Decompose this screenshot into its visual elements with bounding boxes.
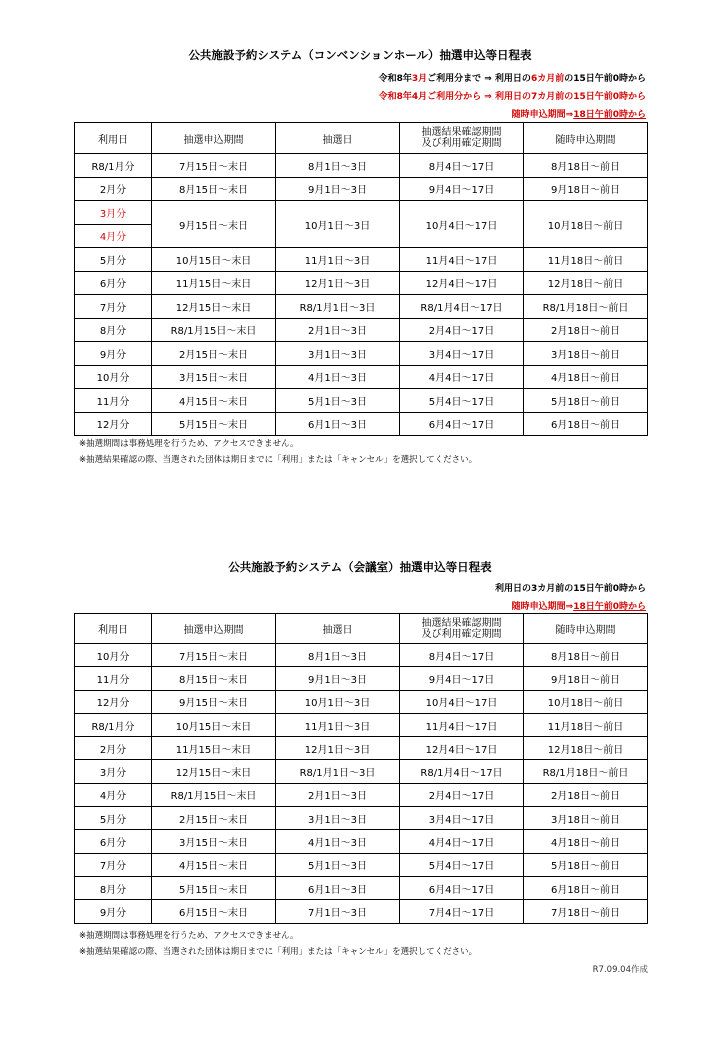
cell-date: 5月分	[75, 807, 152, 830]
cell-date: 6月分	[75, 830, 152, 853]
cell-apply-period: 5月15日～末日	[152, 412, 276, 436]
cell-date: 7月分	[75, 853, 152, 876]
col-header-date: 利用日	[75, 614, 152, 644]
hall-note-1-b: 3月	[411, 74, 428, 84]
hall-note-1	[379, 71, 646, 84]
created-date: R7.09.04作成	[592, 965, 648, 975]
table-row	[75, 295, 648, 319]
cell-anytime-period: 4月18日～前日	[524, 830, 648, 853]
meeting-title: 公共施設予約システム（会議室）抽選申込等日程表	[228, 560, 492, 574]
table-row	[75, 389, 648, 413]
table-row	[75, 412, 648, 436]
col-header-anytime-period: 随時申込期間	[524, 614, 648, 644]
cell-lottery-day: 8月1日～3日	[276, 644, 400, 667]
col-header-result-line1: 抽選結果確認期間	[421, 127, 502, 138]
cell-anytime-period: 6月18日～前日	[524, 412, 648, 436]
cell-anytime-period: R8/1月18日～前日	[524, 760, 648, 783]
cell-lottery-day: 3月1日～3日	[276, 342, 400, 366]
hall-note-1-d: 6カ月前	[530, 74, 565, 84]
col-header-apply-period: 抽選申込期間	[152, 123, 276, 154]
cell-apply-period: 11月15日～末日	[152, 271, 276, 295]
cell-anytime-period: 11月18日～前日	[524, 713, 648, 736]
cell-apply-period: 11月15日～末日	[152, 737, 276, 760]
cell-apply-period: 10月15日～末日	[152, 713, 276, 736]
cell-anytime-period: 8月18日～前日	[524, 154, 648, 178]
cell-anytime-period: 10月18日～前日	[524, 201, 648, 248]
hall-schedule-table	[74, 122, 648, 436]
table-row	[75, 690, 648, 713]
cell-result-period: 10月4日～17日	[400, 201, 524, 248]
cell-apply-period: 8月15日～末日	[152, 177, 276, 201]
cell-apply-period: 5月15日～末日	[152, 876, 276, 899]
cell-lottery-day: 5月1日～3日	[276, 853, 400, 876]
meeting-note-2	[512, 599, 646, 612]
cell-date: R8/1月分	[75, 154, 152, 178]
cell-lottery-day: 5月1日～3日	[276, 389, 400, 413]
cell-date: 8月分	[75, 318, 152, 342]
meeting-note-2-b: 18日午前0時から	[573, 602, 646, 612]
cell-anytime-period: 4月18日～前日	[524, 365, 648, 389]
col-header-lottery-day: 抽選日	[276, 123, 400, 154]
col-header-result-line1: 抽選結果確認期間	[421, 617, 502, 629]
cell-result-period: 5月4日～17日	[400, 389, 524, 413]
cell-apply-period: 4月15日～末日	[152, 389, 276, 413]
cell-result-period: 4月4日～17日	[400, 830, 524, 853]
cell-result-period: 6月4日～17日	[400, 412, 524, 436]
cell-result-period: R8/1月4日～17日	[400, 760, 524, 783]
table-row	[75, 177, 648, 201]
cell-lottery-day: 3月1日～3日	[276, 807, 400, 830]
cell-result-period: 9月4日～17日	[400, 177, 524, 201]
cell-lottery-day: 8月1日～3日	[276, 154, 400, 178]
cell-anytime-period: 12月18日～前日	[524, 737, 648, 760]
cell-date: 10月分	[75, 365, 152, 389]
cell-lottery-day: 6月1日～3日	[276, 876, 400, 899]
cell-date: R8/1月分	[75, 713, 152, 736]
cell-anytime-period: 3月18日～前日	[524, 342, 648, 366]
col-header-result-line2: 及び利用確定期間	[421, 138, 502, 149]
table-row	[75, 365, 648, 389]
cell-apply-period: 12月15日～末日	[152, 295, 276, 319]
cell-anytime-period: 9月18日～前日	[524, 667, 648, 690]
cell-result-period: 12月4日～17日	[400, 271, 524, 295]
hall-note-3	[512, 107, 646, 120]
hall-note-3-a: 随時申込期間⇒	[511, 110, 574, 120]
hall-note-1-e: の15日午前0時から	[564, 74, 646, 84]
cell-lottery-day: 6月1日～3日	[276, 412, 400, 436]
cell-lottery-day: R8/1月1日～3日	[276, 760, 400, 783]
cell-lottery-day: 9月1日～3日	[276, 177, 400, 201]
cell-lottery-day: 12月1日～3日	[276, 271, 400, 295]
cell-lottery-day: 2月1日～3日	[276, 783, 400, 806]
cell-date: 3月分	[75, 760, 152, 783]
table-row	[75, 154, 648, 178]
meeting-footnote-2: ※抽選結果確認の際、当選された団体は期日までに「利用」または「キャンセル」を選択してください。	[79, 947, 478, 957]
table-row	[75, 853, 648, 876]
hall-note-1-a: 令和8年	[378, 74, 412, 84]
col-header-lottery-day: 抽選日	[276, 614, 400, 644]
cell-lottery-day: 11月1日～3日	[276, 713, 400, 736]
cell-apply-period: 3月15日～末日	[152, 365, 276, 389]
col-header-anytime-period: 随時申込期間	[524, 123, 648, 154]
cell-anytime-period: 10月18日～前日	[524, 690, 648, 713]
cell-date: 12月分	[75, 412, 152, 436]
cell-anytime-period: 5月18日～前日	[524, 853, 648, 876]
table-row	[75, 713, 648, 736]
cell-result-period: 2月4日～17日	[400, 783, 524, 806]
cell-result-period: R8/1月4日～17日	[400, 295, 524, 319]
table-header-row	[75, 614, 648, 644]
cell-anytime-period: 5月18日～前日	[524, 389, 648, 413]
hall-footnote-1: ※抽選期間は事務処理を行うため、アクセスできません。	[79, 439, 299, 449]
table-row	[75, 807, 648, 830]
table-row	[75, 737, 648, 760]
cell-apply-period: 12月15日～末日	[152, 760, 276, 783]
cell-result-period: 7月4日～17日	[400, 900, 524, 923]
cell-date: 3月分	[75, 201, 152, 225]
cell-result-period: 12月4日～17日	[400, 737, 524, 760]
cell-date: 9月分	[75, 342, 152, 366]
cell-date: 8月分	[75, 876, 152, 899]
table-row	[75, 900, 648, 923]
cell-apply-period: R8/1月15日～末日	[152, 318, 276, 342]
cell-apply-period: R8/1月15日～末日	[152, 783, 276, 806]
cell-date: 11月分	[75, 667, 152, 690]
cell-result-period: 11月4日～17日	[400, 713, 524, 736]
cell-anytime-period: 8月18日～前日	[524, 644, 648, 667]
cell-anytime-period: 2月18日～前日	[524, 783, 648, 806]
cell-date: 9月分	[75, 900, 152, 923]
cell-lottery-day: 10月1日～3日	[276, 690, 400, 713]
cell-apply-period: 10月15日～末日	[152, 248, 276, 272]
cell-result-period: 6月4日～17日	[400, 876, 524, 899]
cell-result-period: 3月4日～17日	[400, 342, 524, 366]
cell-result-period: 5月4日～17日	[400, 853, 524, 876]
cell-result-period: 8月4日～17日	[400, 154, 524, 178]
cell-apply-period: 3月15日～末日	[152, 830, 276, 853]
cell-date: 7月分	[75, 295, 152, 319]
cell-apply-period: 4月15日～末日	[152, 853, 276, 876]
table-row	[75, 342, 648, 366]
cell-anytime-period: R8/1月18日～前日	[524, 295, 648, 319]
table-row	[75, 830, 648, 853]
cell-lottery-day: 12月1日～3日	[276, 737, 400, 760]
cell-date: 4月分	[75, 783, 152, 806]
cell-result-period: 11月4日～17日	[400, 248, 524, 272]
cell-lottery-day: 4月1日～3日	[276, 830, 400, 853]
cell-anytime-period: 9月18日～前日	[524, 177, 648, 201]
cell-date: 11月分	[75, 389, 152, 413]
cell-apply-period: 2月15日～末日	[152, 807, 276, 830]
cell-apply-period: 7月15日～末日	[152, 644, 276, 667]
table-row	[75, 760, 648, 783]
hall-note-2: 令和8年4月ご利用分から ⇒ 利用日の7カ月前の15日午前0時から	[378, 92, 646, 102]
table-row	[75, 201, 648, 225]
cell-anytime-period: 6月18日～前日	[524, 876, 648, 899]
cell-date: 6月分	[75, 271, 152, 295]
table-row	[75, 876, 648, 899]
table-row	[75, 271, 648, 295]
meeting-schedule-table	[74, 613, 648, 924]
meeting-note-1: 利用日の3カ月前の15日午前0時から	[494, 584, 646, 594]
cell-lottery-day: 7月1日～3日	[276, 900, 400, 923]
cell-apply-period: 8月15日～末日	[152, 667, 276, 690]
cell-date: 10月分	[75, 644, 152, 667]
cell-date: 4月分	[75, 224, 152, 248]
col-header-result-period	[400, 123, 524, 154]
hall-note-1-c: ご利用分まで ⇒ 利用日の	[427, 74, 531, 84]
cell-anytime-period: 11月18日～前日	[524, 248, 648, 272]
cell-lottery-day: R8/1月1日～3日	[276, 295, 400, 319]
cell-apply-period: 2月15日～末日	[152, 342, 276, 366]
cell-result-period: 8月4日～17日	[400, 644, 524, 667]
cell-date: 5月分	[75, 248, 152, 272]
hall-note-3-b: 18日午前0時から	[573, 110, 646, 120]
table-row	[75, 667, 648, 690]
cell-apply-period: 9月15日～末日	[152, 201, 276, 248]
table-row	[75, 644, 648, 667]
cell-date: 12月分	[75, 690, 152, 713]
meeting-note-2-a: 随時申込期間⇒	[511, 602, 574, 612]
cell-result-period: 9月4日～17日	[400, 667, 524, 690]
meeting-footnote-1: ※抽選期間は事務処理を行うため、アクセスできません。	[79, 931, 299, 941]
cell-apply-period: 9月15日～末日	[152, 690, 276, 713]
table-row	[75, 248, 648, 272]
cell-apply-period: 7月15日～末日	[152, 154, 276, 178]
cell-anytime-period: 2月18日～前日	[524, 318, 648, 342]
cell-lottery-day: 2月1日～3日	[276, 318, 400, 342]
cell-result-period: 2月4日～17日	[400, 318, 524, 342]
cell-anytime-period: 3月18日～前日	[524, 807, 648, 830]
col-header-result-period	[400, 614, 524, 644]
cell-anytime-period: 7月18日～前日	[524, 900, 648, 923]
table-header-row	[75, 123, 648, 154]
col-header-apply-period: 抽選申込期間	[152, 614, 276, 644]
hall-title: 公共施設予約システム（コンベンションホール）抽選申込等日程表	[188, 48, 532, 62]
cell-lottery-day: 4月1日～3日	[276, 365, 400, 389]
cell-lottery-day: 10月1日～3日	[276, 201, 400, 248]
cell-result-period: 4月4日～17日	[400, 365, 524, 389]
col-header-date: 利用日	[75, 123, 152, 154]
cell-date: 2月分	[75, 737, 152, 760]
table-row	[75, 783, 648, 806]
cell-date: 2月分	[75, 177, 152, 201]
cell-lottery-day: 9月1日～3日	[276, 667, 400, 690]
col-header-result-line2: 及び利用確定期間	[421, 628, 502, 640]
cell-lottery-day: 11月1日～3日	[276, 248, 400, 272]
table-row	[75, 318, 648, 342]
cell-anytime-period: 12月18日～前日	[524, 271, 648, 295]
cell-result-period: 3月4日～17日	[400, 807, 524, 830]
cell-result-period: 10月4日～17日	[400, 690, 524, 713]
hall-footnote-2: ※抽選結果確認の際、当選された団体は期日までに「利用」または「キャンセル」を選択してください。	[79, 455, 478, 465]
cell-apply-period: 6月15日～末日	[152, 900, 276, 923]
